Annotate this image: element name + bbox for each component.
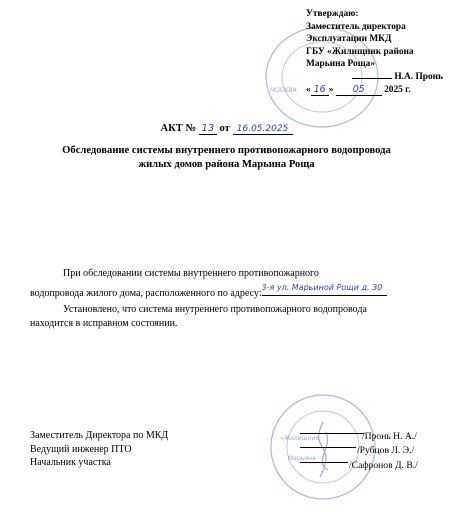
- signature-position-1: Заместитель Директора по МКД: [30, 430, 169, 441]
- signature-line-1: [300, 433, 364, 434]
- paragraph-inspection: При обследовании системы внутреннего противопожарного: [63, 268, 319, 279]
- paragraph-conclusion-line-2: находится в исправном состоянии.: [30, 318, 178, 329]
- act-date: 16.05.2025: [233, 124, 293, 135]
- signature-scribble: [319, 422, 328, 477]
- approval-date-month: 05: [336, 85, 382, 96]
- approval-date-year: 2025 г.: [384, 84, 411, 95]
- approval-date-day: 16: [311, 85, 329, 96]
- approval-block: [306, 8, 451, 96]
- signatures-positions: [30, 429, 168, 470]
- approval-org-line: ГБУ «Жилищник района: [306, 46, 414, 57]
- approval-org-line-2: Марьина Роща»: [306, 59, 376, 70]
- paragraph-address-line: водопровода жилого дома, расположенного по адресу:3-я ул. Марьиной Рощи д. 30: [30, 281, 387, 301]
- approval-date: « 16 » 05 2025 г.: [306, 83, 411, 95]
- handwritten-address: 3-я ул. Марьиной Рощи д. 30: [262, 281, 387, 296]
- stamp-org-text: «Жилищник: [280, 435, 319, 442]
- stamp-org-text-2: Марьина: [288, 455, 316, 462]
- signature-name-1: /Пронь Н. А./: [362, 431, 417, 442]
- approval-signer: [306, 71, 451, 84]
- act-title: АКТ № 13 от 16.05.2025: [0, 123, 453, 135]
- approval-dept-line: Эксплуатации МКД: [306, 34, 392, 45]
- signature-name-3: /Сафронов Д. В./: [349, 460, 418, 471]
- approval-signer-name: Н.А. Пронь: [394, 71, 443, 82]
- approval-position-line: Заместитель директора: [306, 21, 406, 32]
- signature-position-2: Ведущий инженер ПТО: [30, 443, 132, 455]
- stamp-city-text: МОСКВА: [270, 87, 297, 94]
- signature-line-3: [300, 462, 348, 463]
- approval-heading: Утверждаю:: [306, 9, 359, 19]
- signature-line-2: [300, 447, 356, 448]
- act-subject: Обследование системы внутреннего противопожарного водопровода жилых домов района Марьина Роща: [62, 145, 391, 170]
- paragraph-conclusion: Установлено, что система внутреннего противопожарного водопровода: [63, 304, 367, 315]
- signature-name-2: /Рубцов Л. Э./: [357, 445, 415, 456]
- signature-position-3: Начальник участка: [30, 457, 111, 468]
- act-number: 13: [199, 124, 217, 135]
